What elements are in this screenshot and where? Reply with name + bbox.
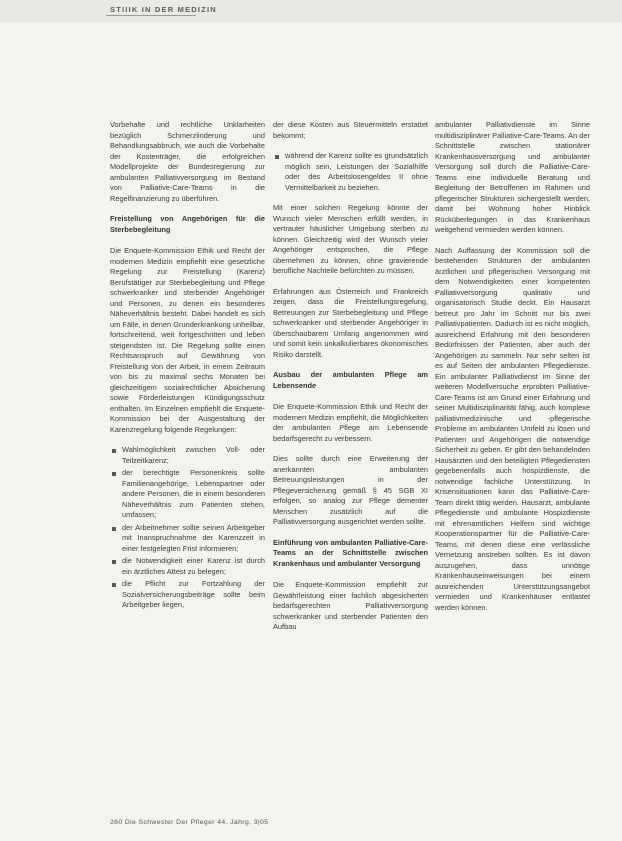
paragraph: ambulanter Palliativdienste im Sinne multidisziplinärer Palliative-Care-Teams. An der Schnittstelle zwischen stationärer Krankenhausversorgung und ambulanter Versorgung soll durch die Palliative-Care-Teams eine individuelle Beratung und Begleitung der Betroffenen im Rahmen und pflegerischer Strukturen sichergestellt werden, damit bei Wohnung hoher Hinblick Rücküberlegungen in das Krankenhaus weitgehend vermieden werden können. — [435, 120, 590, 234]
list-item: Wahlmöglichkeit zwischen Voll- oder Teilzeitkarenz; — [110, 445, 265, 466]
column-1 — [110, 120, 265, 621]
section-heading: Ausbau der ambulanten Pflege am Lebensende — [273, 370, 428, 390]
paragraph: Vorbehalte und rechtliche Unklarheiten bezüglich Schmerzlinderung und Behandlungsabbruch, wie auch die Vorbehalte der Kostenträger, die erfolgreichen Modellprojekte der Bundesregierung zur ambulanten Palliativversorgung im Bestand von Palliative-Care-Teams in die Regelfinanzierung zu überführen. — [110, 120, 265, 203]
page-footer: 260 Die Schwester Der Pfleger 44. Jahrg. 3|05 — [110, 819, 269, 826]
list-item: während der Karenz sollte es grundsätzlich möglich sein, Leistungen der Sozialhilfe oder des Arbeitslosengeldes II ohne Vermittelbarkeit zu beziehen. — [273, 151, 428, 193]
paragraph: der diese Kosten aus Steuermitteln erstattet bekommt; — [273, 120, 428, 140]
list-item: der berechtigte Personenkreis sollte Familienangehörige, Lebenspartner oder andere Personen, die in einem besonderen Näheverhältnis zum Patienten stehen, umfassen; — [110, 468, 265, 521]
paragraph: Die Enquete-Kommission Ethik und Recht der modernen Medizin empfiehlt, die Möglichkeiten der ambulanten Pflege am Lebensende bedarfsgerecht zu verbessern. — [273, 402, 428, 443]
column-2 — [273, 120, 428, 643]
paragraph: Die Enquete-Kommission Ethik und Recht der modernen Medizin empfiehlt eine gesetzliche Regelung zur Freistellung (Karenz) Berufstätiger zur Sterbebegleitung und Pflege schwerkranker und sterbender Angehöriger und Personen, zu denen ein besonderes Näheverhältnis besteht. Dabei handelt es sich um Fälle, in denen Grunderkrankung unheilbar, fortschreitend, weit fortgeschritten und leben steigendsten ist. Die Regelung sollte einen Rechtsanspruch auf Gewährung von Freistellung von der Arbeit, in einem Zeitraum von bis zu maximal sechs Monaten bei gleichzeitigem sozialrechtlicher Absicherung sowie Förderleistungen Kündigungsschutz enthalten. Im Einzelnen empfiehlt die Enquete-Kommission bei der Ausgestaltung der Karenzregelung folgende Regelungen: — [110, 246, 265, 434]
column-3 — [435, 120, 590, 623]
paragraph: Dies sollte durch eine Erweiterung der anerkannten ambulanten Betreuungsleistungen in der Pflegeversicherung gemäß § 45 SGB XI erfolgen, so analog zur Pflege dementer Menschen zusätzlich auf die Palliativversorgung ausgerichtet werden sollte. — [273, 454, 428, 526]
header-bar — [0, 0, 622, 22]
list-item: die Notwendigkeit einer Karenz ist durch ein ärztliches Attest zu belegen; — [110, 556, 265, 577]
bullet-list — [273, 151, 428, 193]
section-heading: Freistellung von Angehörigen für die Sterbebegleitung — [110, 214, 265, 234]
paragraph: Mit einer solchen Regelung könnte der Wunsch vieler Menschen erfüllt werden, in vertrauter häuslicher Umgebung sterben zu können. Gleichzeitig wird der Wunsch vieler Angehöriger entsprochen, die Pflege übernehmen zu können, ohne gravierende berufliche Nachteile befürchten zu müssen. — [273, 203, 428, 275]
paragraph: Nach Auffassung der Kommission soll die bestehenden Strukturen der ambulanten ärztlichen und pflegerischen Versorgung mit dem Notwendigkeiten einer kompetenten Palliativversorgung qualitativ und organisatorisch Studie deckt. Ein Hausarzt betreut pro Jahr im Schnitt nur bis zwei Palliativpatienten. Dadurch ist es nicht möglich, ausreichend Erfahrung mit den besonderen Bedürfnissen der Patienten, aber auch der Angehörigen zu sammeln. Nur sehr selten ist es auf Seiten der ambulanten Pflegedienste. Ein ambulanter Palliativdienst im Sinne der weiteren Modellversuche erprobten Palliative-Care-Teams ist am Grund einer Erfahrung und seiner Multidisziplinarität fähig, auch komplexe palliativmedizinische und -pflegerische Probleme im ambulanten Umfeld zu lösen und Patienten und Angehörigen die notwendige Sicherheit zu geben. Er gibt den behandelnden Hausärzten und den beteiligten Pflegediensten gegebenenfalls auch hospizdienste, die notwendige fachliche Unterstützung. In Krisensituationen kann das Palliative-Care-Team direkt tätig werden. Hausarzt, ambulante Pflegedienste und ambulante Hospizdienste mit ehrenamtlichen Helfern sind wichtige Kooperationspartner für die Palliative-Care-Teams, mit denen diese eine verlässliche Vernetzung anstreben sollten. Es ist davon auszugehen, dass unnötige Krankenhauseinweisungen bei einem ausreichenden Unterstützungsangebot vermieden und Krankenhäuser entlastet werden können. — [435, 245, 590, 612]
bullet-list — [110, 445, 265, 611]
section-label: STIIIK IN DER MEDIZIN — [110, 5, 217, 14]
header-rule — [106, 15, 196, 16]
paragraph: Die Enquete-Kommission empfiehlt zur Gewährleistung einer fachlich abgesicherten bedarfsgerechten Palliativversorgung schwerkranker und sterbender Patienten den Aufbau — [273, 580, 428, 631]
paragraph: Erfahrungen aus Österreich und Frankreich zeigen, dass die Freistellungsregelung, Betreuungen zur Sterbebegleitung und Pflege schwerkranker und sterbender Angehöriger in überschaubarem Umfang angenommen wird und somit kein unkalkulierbares ökonomisches Risiko darstellt. — [273, 286, 428, 359]
list-item: die Pflicht zur Fortzahlung der Sozialversicherungsbeiträge sollte beim Arbeitgeber liegen, — [110, 579, 265, 611]
section-heading: Einführung von ambulanten Palliative-Care-Teams an der Schnittstelle zwischen Krankenhaus und ambulanter Versorgung — [273, 537, 428, 568]
list-item: der Arbeitnehmer sollte seinen Arbeitgeber mit Inanspruchnahme der Karenzzeit in einer festgelegten Frist informieren; — [110, 523, 265, 555]
